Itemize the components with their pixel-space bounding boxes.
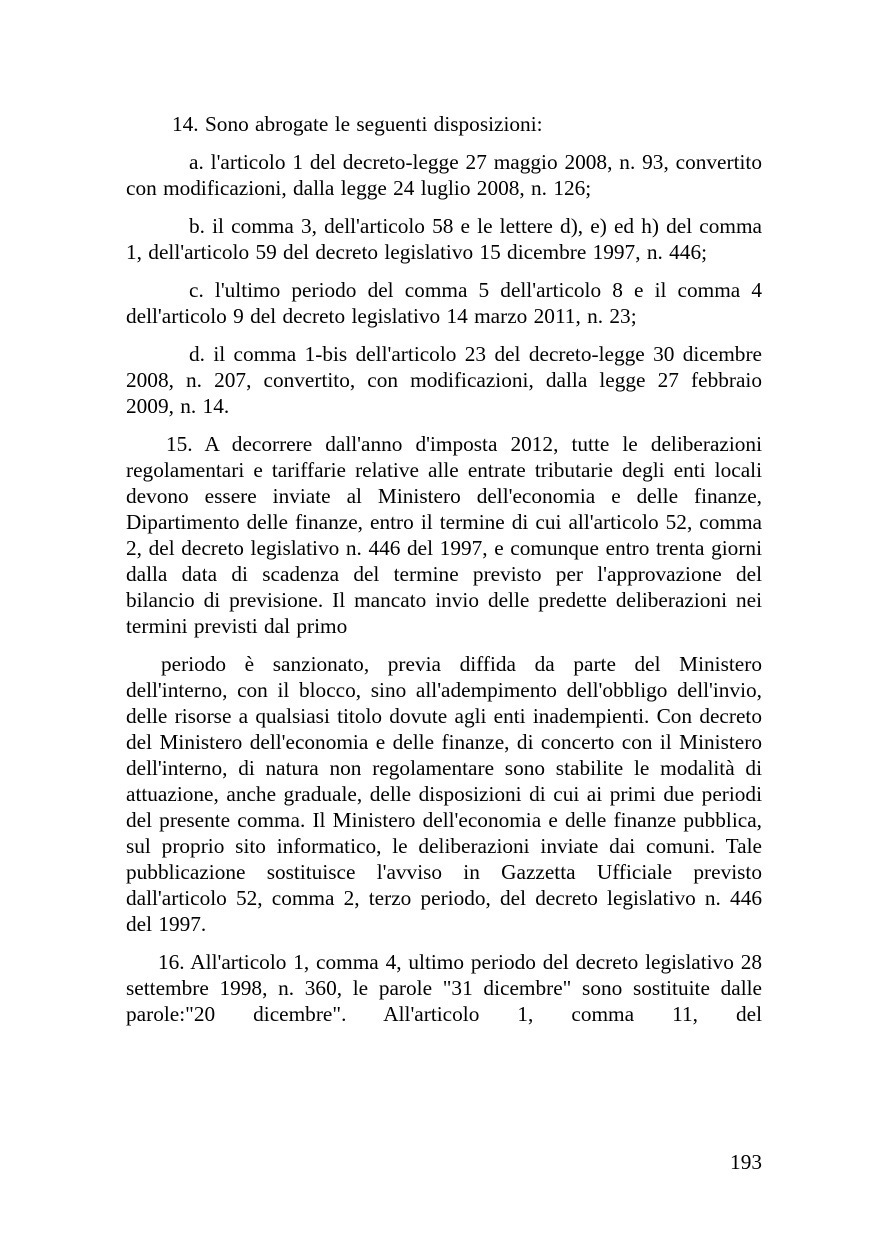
paragraph-comma-16: 16. All'articolo 1, comma 4, ultimo periodo del decreto legislativo 28 settembre 1998, n. 360, le parole "31 dicembre" sono sostituite dalle parole:"20 dicembre". All'articolo 1, comma 11, del [126,950,762,1026]
paragraph-lettera-a: a. l'articolo 1 del decreto-legge 27 maggio 2008, n. 93, convertito con modificazioni, dalla legge 24 luglio 2008, n. 126; [126,150,762,200]
paragraph-comma-15: 15. A decorrere dall'anno d'imposta 2012, tutte le deliberazioni regolamentari e tariffarie relative alle entrate tributarie degli enti locali devono essere inviate al Ministero dell'economia e delle finanze, Dipartimento delle finanze, entro il termine di cui all'articolo 52, comma 2, del decreto legislativo n. 446 del 1997, e comunque entro trenta giorni dalla data di scadenza del termine previsto per l'approvazione del bilancio di previsione. Il mancato invio delle predette deliberazioni nei termini previsti dal primo [126,432,762,638]
document-body [126,111,762,1039]
paragraph-comma-14: 14. Sono abrogate le seguenti disposizioni: [172,112,543,136]
page-number: 193 [730,1150,762,1174]
paragraph-lettera-d: d. il comma 1-bis dell'articolo 23 del decreto-legge 30 dicembre 2008, n. 207, convertito, con modificazioni, dalla legge 27 febbraio 2009, n. 14. [126,342,762,418]
paragraph-comma-15-continuation: periodo è sanzionato, previa diffida da parte del Ministero dell'interno, con il blocco, sino all'adempimento dell'obbligo dell'invio, delle risorse a qualsiasi titolo dovute agli enti inadempienti. Con decreto del Ministero dell'economia e delle finanze, di concerto con il Ministero dell'interno, di natura non regolamentare sono stabilite le modalità di attuazione, anche graduale, delle disposizioni di cui ai primi due periodi del presente comma. Il Ministero dell'economia e delle finanze pubblica, sul proprio sito informatico, le deliberazioni inviate dai comuni. Tale pubblicazione sostituisce l'avviso in Gazzetta Ufficiale previsto dall'articolo 52, comma 2, terzo periodo, del decreto legislativo n. 446 del 1997. [126,652,762,936]
paragraph-lettera-c: c. l'ultimo periodo del comma 5 dell'articolo 8 e il comma 4 dell'articolo 9 del decreto legislativo 14 marzo 2011, n. 23; [126,278,762,328]
paragraph-lettera-b: b. il comma 3, dell'articolo 58 e le lettere d), e) ed h) del comma 1, dell'articolo 59 del decreto legislativo 15 dicembre 1997, n. 446; [126,214,762,264]
